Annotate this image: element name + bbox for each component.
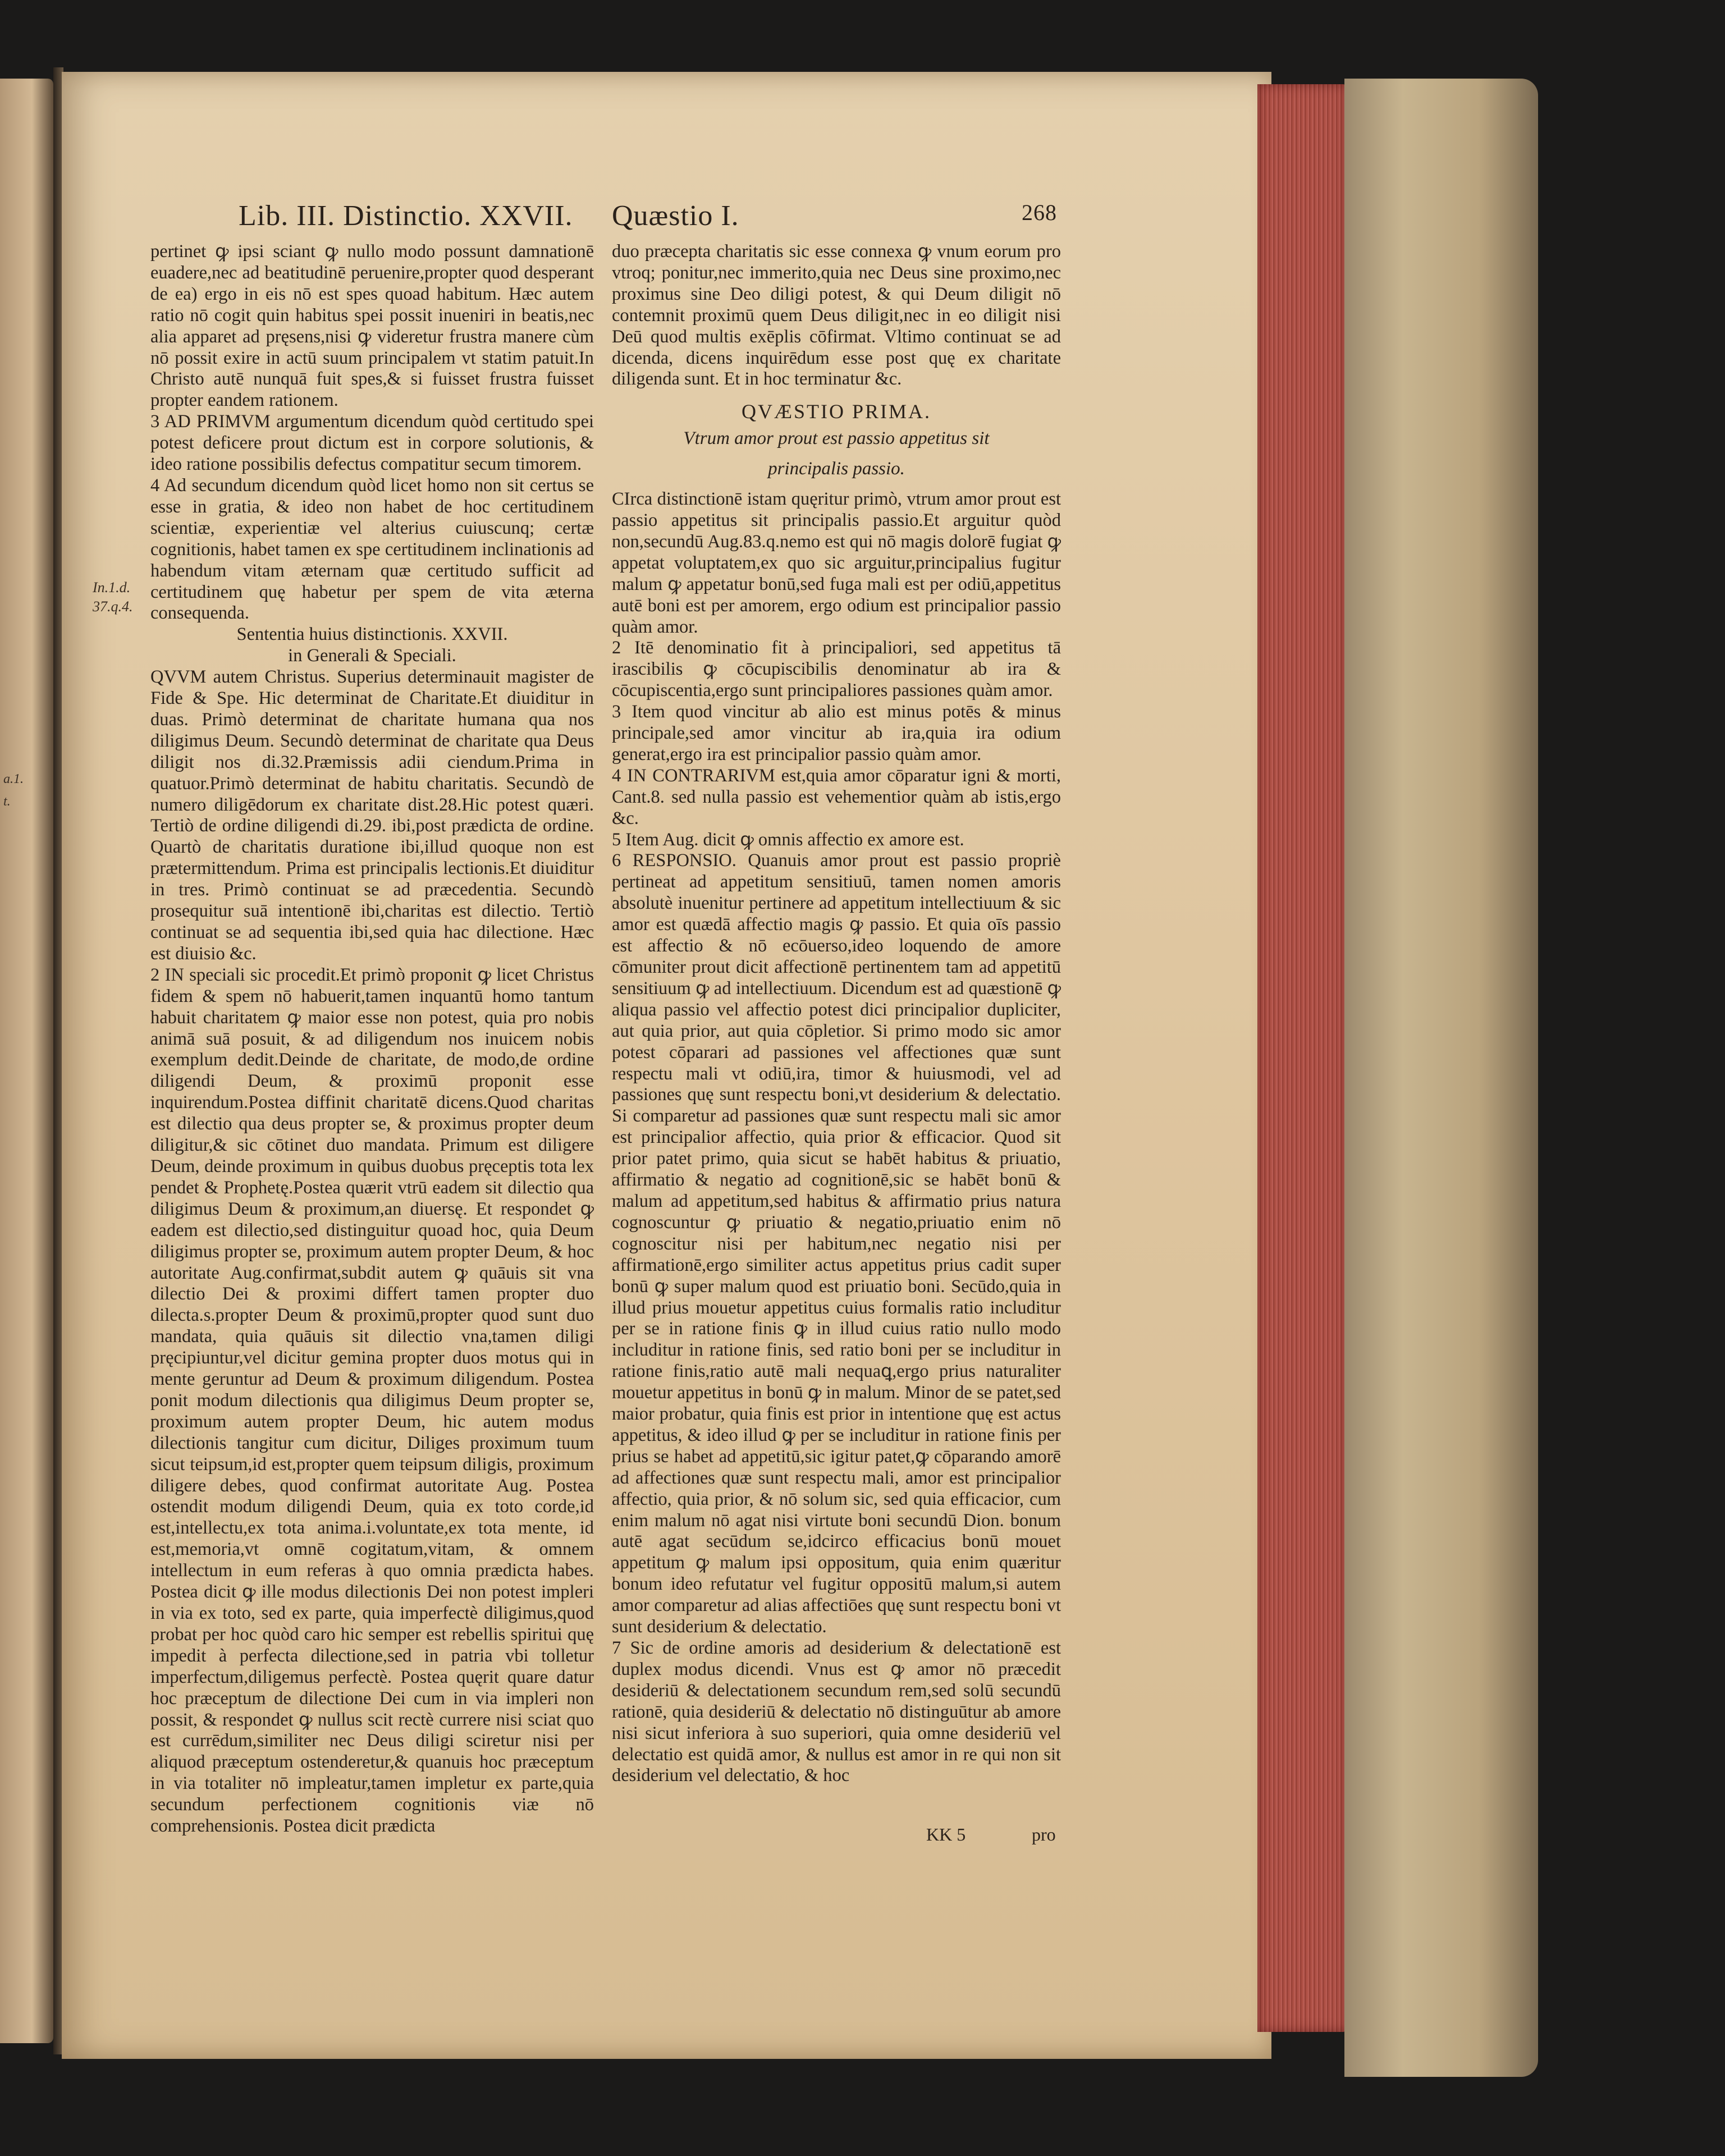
- paragraph: 3 AD PRIMVM argumentum dicendum quòd certitudo spei potest deficere prout dictum est in corpore solutionis, & ideo ratione possibilis defectus compatitur secum timorem.: [150, 411, 594, 475]
- paragraph: QVVM autem Christus. Superius determinauit magister de Fide & Spe. Hic determinat de Charitate.Et diuiditur in duas. Primò determinat de charitate humana qua nos diligimus Deum. Secundò determinat de charitate qua Deus diligit nos di.32.Præmissis adii ciendum.Prima in quatuor.Primò determinat de habitu charitatis. Secundò de numero diligēdorum ex charitate dist.28.Hic potest quæri. Tertiò de ordine diligendi di.29. ibi,post prædicta de ordine. Quartò de charitatis duratione ibi,illud quoque non est prætermittendum. Prima est principalis lectionis.Et diuiditur in tres. Primò continuat se ad præcedentia. Secundò prosequitur suā intentionē ibi,charitas est dilectio. Tertiò continuat se ad sequentia ibi,sed quia hac dilectione. Hæc est diuisio &c.: [150, 667, 594, 964]
- paragraph: 5 Item Aug. dicit ꝙ omnis affectio ex amore est.: [612, 829, 964, 850]
- paragraph: 7 Sic de ordine amoris ad desiderium & delectationē est duplex modus dicendi. Vnus est ꝙ amor nō præcedit desideriū & delectationem secundum rem,sed solū secundū rationē, quia desideriū & delectatio nō distinguūtur ab amore nisi sicut inferiora à suo superiori, quia omne desideriū vel delectatio est quidā amor, & nullus est amor in re qui non sit desiderium vel delectatio, & hoc: [612, 1638, 1061, 1786]
- sententia-subheading: in Generali & Speciali.: [288, 646, 456, 666]
- running-header-middle: Quæstio I.: [612, 200, 739, 232]
- marginal-note-line: 37.q.4.: [93, 598, 133, 615]
- left-column: [150, 241, 594, 1837]
- question-title-line: principalis passio.: [768, 459, 905, 479]
- facing-page-note: t.: [3, 794, 11, 809]
- paragraph: 6 RESPONSIO. Quanuis amor prout est passio propriè pertineat ad appetitum sensitiuū, tamen nomen amoris absolutè inuenitur pertinere ad appetitum intellectiuum & sic amor est quædā affectio magis ꝙ passio. Et quia oīs passio est affectio & nō ecōuerso,ideo loquendo de amore cōmuniter prout dicit affectionē pertinentem tam ad appetitū sensitiuum ꝙ ad intellectiuum. Dicendum est ad quæstionē ꝙ aliqua passio vel affectio potest dici principalior dupliciter, aut quia prior, aut quia cōpletior. Si primo modo sic amor potest cōparari ad passiones vel affectiones quæ sunt respectu mali vt odiū,ira, timor & huiusmodi, vel ad passiones quę sunt respectu boni,vt desiderium & delectatio. Si comparetur ad passiones quæ sunt respectu mali sic amor est principalior affectio, quia prior & efficacior. Quod sit prior patet primo, quia sicut se habēt habitus & priuatio, affirmatio & negatio ad cognitionē,sic se habēt bonū & malum ad appetitum,sed habitus & affirmatio prius natura cognoscuntur ꝙ priuatio & negatio,priuatio enim nō cognoscitur nisi per habitum,nec negatio nisi per affirmationē,ergo similiter actus appetitus prius cadit super bonū ꝙ super malum quod est priuatio boni. Secūdo,quia in illud prius mouetur appetitus cuius formalis ratio includitur per se in ratione finis ꝙ in illud cuius ratio nullo modo includitur in ratione finis, sed ratio boni per se includitur in ratione finis,ratio autē mali nequaꝗ,ergo prius naturaliter mouetur appetitus in bonū ꝙ in malum. Minor de se patet,sed maior probatur, quia finis est prior in intentione quę est actus appetitus, & ideo illud ꝙ per se includitur in ratione finis per prius se habet ad appetitū,sic igitur patet,ꝙ cōparando amorē ad affectiones quæ sunt respectu mali, amor est principalior affectio, quia prior, & nō solum sic, sed quia efficacior, cum enim malum nō agat nisi virtute boni secundū Dion. bonum autē agat secūdum se,idcirco efficacius bonū mouet appetitum ꝙ malum ipsi oppositum, quia enim quæritur bonum ideo refutatur vel fugitur oppositū malum,si autem amor comparetur ad alias affectiōes quę sunt respectu boni vt sunt desiderium & delectatio.: [612, 850, 1061, 1637]
- sententia-heading: Sententia huius distinctionis. XXVII.: [236, 624, 508, 645]
- paragraph: duo præcepta charitatis sic esse connexa ꝙ vnum eorum pro vtroq; ponitur,nec immerito,quia nec Deus sine proximo,nec proximus sine Deo diligi potest, & qui Deum diligit nō contemnit proximū quem Deus diligit,nec in eo diligit nisi Deū quod multis exēplis cōfirmat. Vltimo continuat se ad dicenda, dicens inquirēdum esse post quę ex charitate diligenda sunt. Et in hoc terminatur &c.: [612, 241, 1061, 390]
- catchword: pro: [1032, 1824, 1056, 1844]
- facing-page-edge: [0, 79, 53, 2043]
- paragraph: 3 Item quod vincitur ab alio est minus potēs & minus principale,sed amor vincitur ab ira,quia ira odium generat,ergo ira est principalior passio quàm amor.: [612, 702, 1061, 765]
- page-number: 268: [1022, 200, 1057, 225]
- signature-mark: KK 5: [926, 1824, 966, 1844]
- vellum-cover: [1344, 79, 1538, 2077]
- marginal-note-line: In.1.d.: [93, 579, 131, 596]
- question-heading: QVÆSTIO PRIMA.: [741, 400, 932, 423]
- paragraph: 4 IN CONTRARIVM est,quia amor cōparatur igni & morti, Cant.8. sed nulla passio est vehementior quàm ab istis,ergo &c.: [612, 765, 1061, 828]
- paragraph: CIrca distinctionē istam quęritur primò, vtrum amor prout est passio appetitus sit principalis passio.Et arguitur quòd non,secundū Aug.83.q.nemo est qui nō magis dolorē fugiat ꝙ appetat voluptatem,ex quo sic arguitur,principalius fugitur malum ꝙ appetatur bonū,sed fuga mali est per odiū,appetitus autē boni est per amorem, ergo odium est principalior passio quàm amor.: [612, 489, 1061, 637]
- marginal-note: [93, 578, 133, 616]
- right-column: [612, 241, 1061, 1787]
- facing-page-note: a.1.: [3, 772, 24, 786]
- paragraph: 2 Itē denominatio fit à principaliori, sed appetitus tā irascibilis ꝙ cōcupiscibilis denominatur ab ira & cōcupiscentia,ergo sunt principaliores passiones quàm amor.: [612, 638, 1061, 701]
- paragraph: 2 IN speciali sic procedit.Et primò proponit ꝙ licet Christus fidem & spem nō habuerit,tamen inquantū homo tantum habuit charitatem ꝙ maior esse non potest, quia pro nobis animā suā posuit, & ad diligendum nos inuicem nobis exemplum dedit.Deinde de charitate, de modo,de ordine diligendi Deum, & proximū proponit esse inquirendum.Postea diffinit charitatē dicens.Quod charitas est dilectio qua deus propter se, & proximus propter deum diligitur,& sic cōtinet duo mandata. Primum est diligere Deum, deinde proximum in quibus duobus pręceptis tota lex pendet & Prophetę.Postea quærit vtrū eadem sit dilectio qua diligimus Deum & proximum,an diuersę. Et respondet ꝙ eadem est dilectio,sed distinguitur quoad hoc, quia Deum diligimus propter se, proximum autem propter Deum, & hoc autoritate Aug.confirmat,subdit autem ꝙ quāuis sit vna dilectio Dei & proximi differt tamen propter duo dilecta.s.propter Deum & proximū,propter quod sunt duo mandata, quia quāuis sit dilectio vna,tamen diligi pręcipiuntur,vel dicitur gemina propter duos motus qui in mente geruntur ad Deum & proximum diligendum. Postea ponit modum dilectionis qua diligimus Deum propter se, proximum autem propter Deum, hic autem modus dilectionis tangitur cum dicitur, Diliges proximum tuum sicut teipsum,id est,propter quem teipsum diligis, proximum diligere debes, quod confirmat autoritate Aug. Postea ostendit modum diligendi Deum, quia ex toto corde,id est,intellectu,ex tota anima.i.voluntate,ex tota mente, id est,memoria,vt omnē cogitatum,vitam, & omnem intellectum in eum referas à quo omnia prædicta habes. Postea dicit ꝙ ille modus dilectionis Dei non potest impleri in via ex toto, sed ex parte, quia imperfectè diligimus,quod probat per hoc quòd caro hic semper est rebellis spiritui quę impedit à perfecta dilectione,sed in patria vbi tolletur imperfectum,diligemus perfectè. Postea quęrit quare datur hoc præceptum de dilectione Dei cum in via impleri non possit, & respondet ꝙ nullus scit rectè currere nisi sciat quo est currēdum,similiter nec Deus diligi sciretur nisi per aliquod præceptum ostenderetur,& quanuis hoc præceptum in via totaliter nō impleatur,tamen impletur ex parte,quia secundum perfectionem cognitionis viæ nō comprehensionis. Postea dicit prædicta: [150, 964, 594, 1837]
- question-title-line: Vtrum amor prout est passio appetitus sit: [683, 428, 990, 449]
- paragraph: 4 Ad secundum dicendum quòd licet homo non sit certus se esse in gratia, & ideo non habet de hoc certitudinem scientiæ, experientiæ vel alterius cuiuscunq; certæ cognitionis, habet tamen ex spe certitudinem inclinationis ad habendum vitam æternam quæ certitudo sufficit ad certitudinem quę habetur per spem de vita æterna consequenda.: [150, 475, 594, 624]
- paragraph: pertinet ꝙ ipsi sciant ꝙ nullo modo possunt damnationē euadere,nec ad beatitudinē peruenire,propter quod desperant de ea) ergo in eis nō est spes quoad habitum. Hæc autem ratio nō cogit quin habitus spei possit inueniri in beatis,nec alia apparet ad pręsens,nisi ꝙ videretur frustra manere cùm nō possit exire in actū suum principalem vt statim patuit.In Christo autē nunquā fuit spes,& si fuisset frustra fuisset propter eandem rationem.: [150, 241, 594, 411]
- running-header-left: Lib. III. Distinctio. XXVII.: [239, 200, 573, 232]
- red-page-edges: [1257, 84, 1347, 2032]
